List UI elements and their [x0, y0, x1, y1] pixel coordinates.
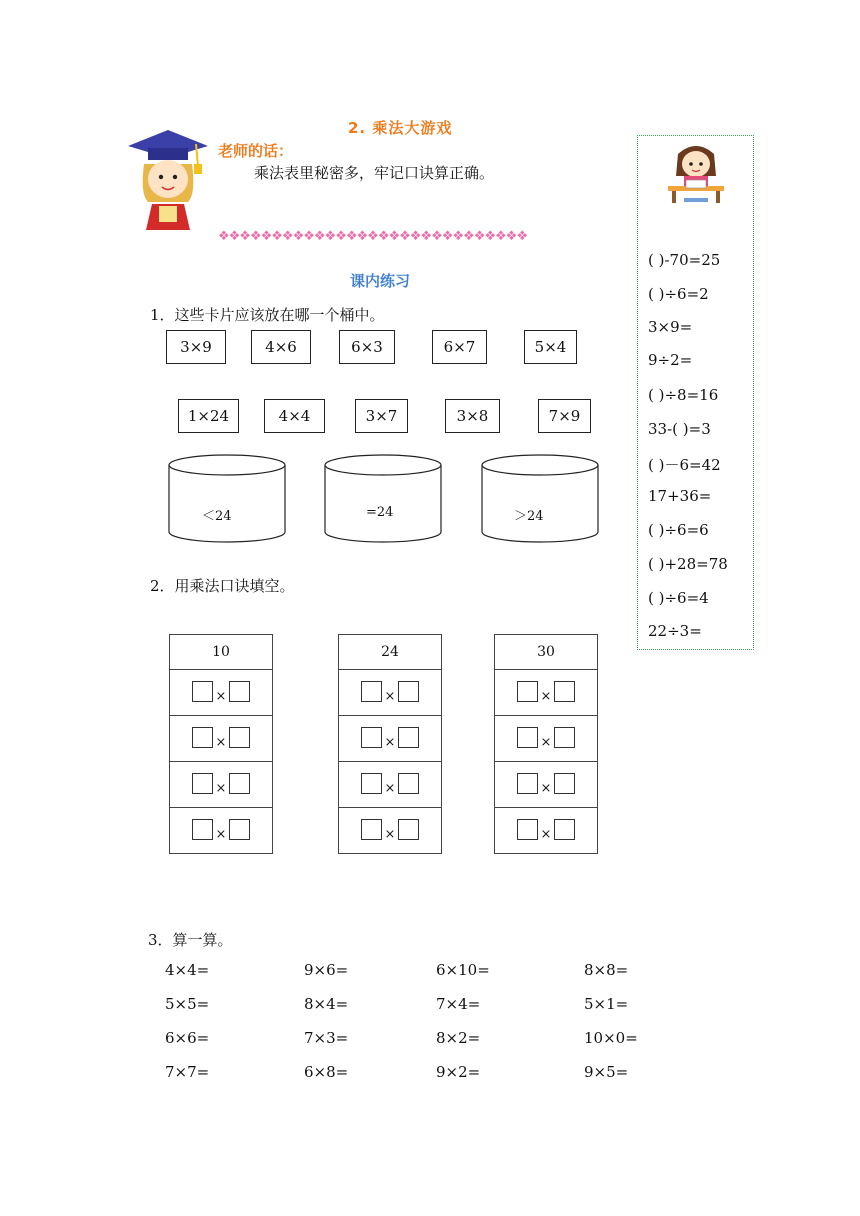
sidebar-item: ( )÷6=2 [648, 285, 709, 303]
times-sign: × [384, 780, 396, 796]
answer-box[interactable] [517, 773, 538, 794]
answer-box[interactable] [361, 773, 382, 794]
answer-box[interactable] [398, 773, 419, 794]
decorative-divider: ❖❖❖❖❖❖❖❖❖❖❖❖❖❖❖❖❖❖❖❖❖❖❖❖❖❖❖❖❖ [218, 229, 527, 244]
calc-item: 5×1= [584, 995, 629, 1013]
answer-box[interactable] [229, 773, 250, 794]
sidebar-item: 33-( )=3 [648, 420, 711, 438]
times-sign: × [540, 688, 552, 704]
answer-box[interactable] [361, 681, 382, 702]
sidebar-item: 3×9= [648, 318, 693, 336]
sidebar-item: ( )-70=25 [648, 251, 721, 269]
graduate-girl-icon [126, 124, 210, 234]
calc-item: 7×4= [436, 995, 481, 1013]
card[interactable]: 3×9 [166, 330, 226, 364]
sidebar-item: 17+36= [648, 487, 712, 505]
bucket-equal[interactable] [322, 452, 446, 544]
card[interactable]: 3×7 [355, 399, 408, 433]
sidebar-item: ( )÷6=6 [648, 521, 709, 539]
teacher-label: 老师的话： [218, 142, 294, 160]
answer-box[interactable] [229, 681, 250, 702]
sidebar-item: 9÷2= [648, 351, 693, 369]
answer-box[interactable] [554, 819, 575, 840]
fill-table [338, 634, 442, 854]
times-sign: × [384, 826, 396, 842]
answer-box[interactable] [517, 819, 538, 840]
calc-item: 6×8= [304, 1063, 349, 1081]
section-title: 课内练习 [350, 272, 411, 290]
times-sign: × [215, 688, 227, 704]
answer-box[interactable] [192, 819, 213, 840]
answer-box[interactable] [554, 773, 575, 794]
card[interactable]: 1×24 [178, 399, 239, 433]
bucket-less[interactable] [166, 452, 290, 544]
answer-box[interactable] [398, 681, 419, 702]
table-target: 24 [339, 635, 442, 670]
answer-box[interactable] [192, 773, 213, 794]
answer-box[interactable] [398, 819, 419, 840]
card[interactable]: 6×3 [339, 330, 395, 364]
card[interactable]: 4×6 [251, 330, 311, 364]
answer-box[interactable] [517, 681, 538, 702]
times-sign: × [540, 780, 552, 796]
times-sign: × [540, 826, 552, 842]
card[interactable]: 6×7 [432, 330, 487, 364]
calc-item: 7×7= [165, 1063, 210, 1081]
teacher-text: 乘法表里秘密多，牢记口诀算正确。 [254, 164, 495, 182]
sidebar-item: ( )÷8=16 [648, 386, 719, 404]
fill-table [494, 634, 598, 854]
times-sign: × [215, 734, 227, 750]
sidebar-item: 22÷3= [648, 622, 702, 640]
answer-box[interactable] [192, 727, 213, 748]
calc-item: 9×5= [584, 1063, 629, 1081]
calc-item: 4×4= [165, 961, 210, 979]
calc-item: 6×10= [436, 961, 490, 979]
times-sign: × [540, 734, 552, 750]
table-target: 30 [495, 635, 598, 670]
answer-box[interactable] [192, 681, 213, 702]
calc-item: 8×8= [584, 961, 629, 979]
calc-item: 6×6= [165, 1029, 210, 1047]
table-target: 10 [170, 635, 273, 670]
calc-item: 8×2= [436, 1029, 481, 1047]
calc-item: 7×3= [304, 1029, 349, 1047]
answer-box[interactable] [554, 727, 575, 748]
calc-item: 5×5= [165, 995, 210, 1013]
q1-prompt: 1．这些卡片应该放在哪一个桶中。 [150, 306, 385, 324]
calc-item: 9×6= [304, 961, 349, 979]
times-sign: × [384, 734, 396, 750]
bucket-label: =24 [366, 505, 394, 520]
answer-box[interactable] [398, 727, 419, 748]
sidebar-item: ( )+28=78 [648, 555, 728, 573]
card[interactable]: 7×9 [538, 399, 591, 433]
answer-box[interactable] [361, 819, 382, 840]
card[interactable]: 5×4 [524, 330, 577, 364]
q3-prompt: 3．算一算。 [148, 931, 233, 949]
answer-box[interactable] [361, 727, 382, 748]
bucket-label: ＞24 [514, 509, 544, 524]
answer-box[interactable] [517, 727, 538, 748]
bucket-greater[interactable] [479, 452, 603, 544]
times-sign: × [215, 780, 227, 796]
card[interactable]: 4×4 [264, 399, 325, 433]
calc-item: 8×4= [304, 995, 349, 1013]
answer-box[interactable] [229, 819, 250, 840]
q2-prompt: 2．用乘法口诀填空。 [150, 577, 295, 595]
card[interactable]: 3×8 [445, 399, 500, 433]
times-sign: × [215, 826, 227, 842]
reading-girl-icon [664, 140, 728, 206]
bucket-label: ＜24 [202, 509, 232, 524]
calc-item: 10×0= [584, 1029, 638, 1047]
page-title: 2. 乘法大游戏 [348, 119, 453, 137]
sidebar-item: ( )÷6=4 [648, 589, 709, 607]
sidebar-item: ( )－6=42 [648, 456, 721, 474]
answer-box[interactable] [229, 727, 250, 748]
fill-table [169, 634, 273, 854]
calc-item: 9×2= [436, 1063, 481, 1081]
times-sign: × [384, 688, 396, 704]
answer-box[interactable] [554, 681, 575, 702]
